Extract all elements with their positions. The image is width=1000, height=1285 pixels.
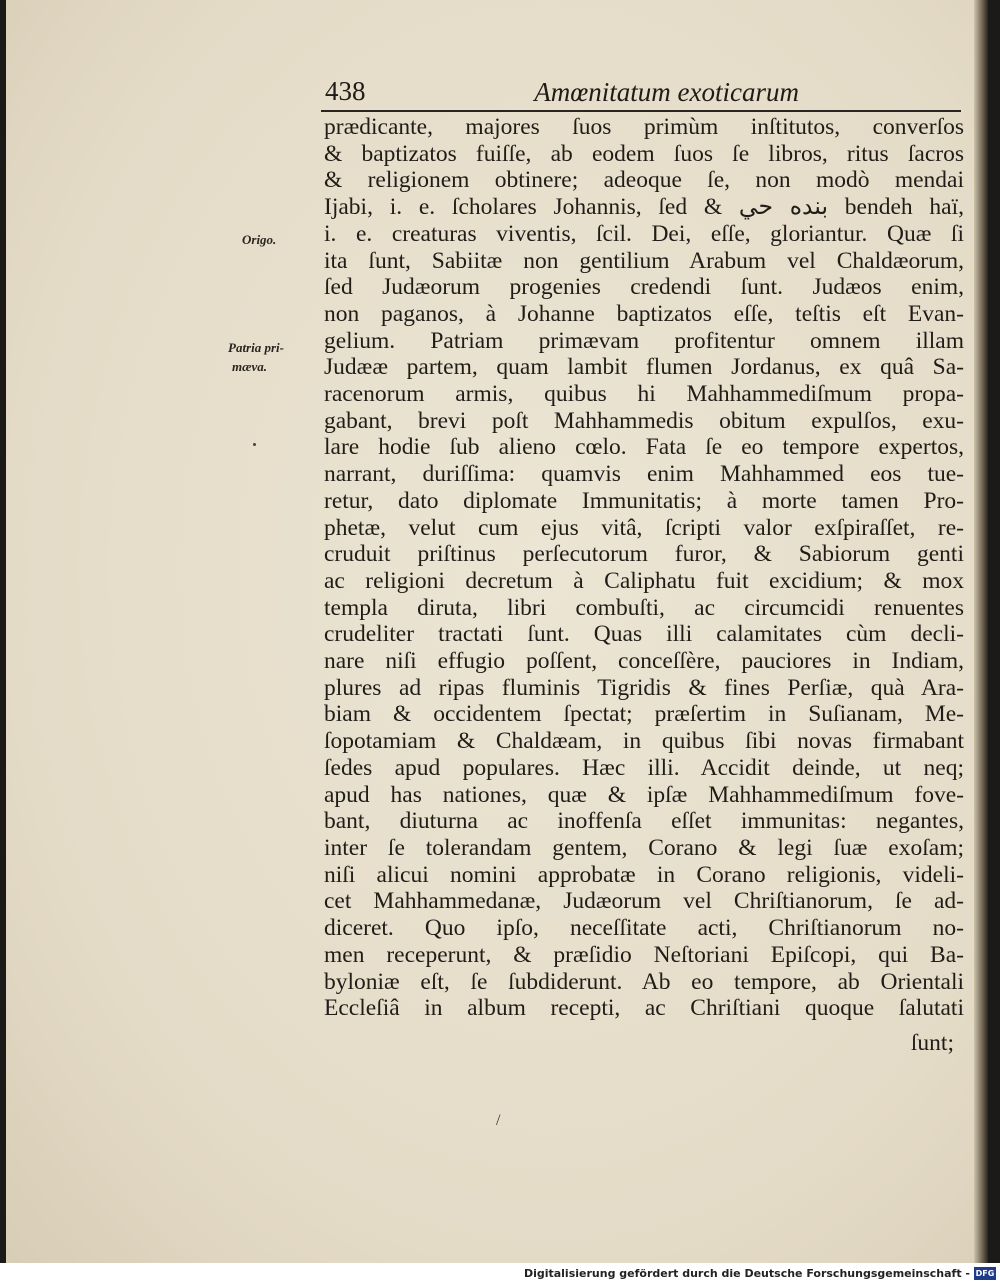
margin-note-text: Origo. [242,232,277,247]
text-line: non paganos, à Johanne baptizatos eſſe, teſtis eſt Evan- [324,300,964,327]
running-head: Amœnitatum exoticarum [534,77,799,107]
text-line: templa diruta, libri combuſti, ac circumcidi renuentes [324,594,964,621]
margin-note-text: mæva. [232,359,268,374]
body-text [324,114,964,1022]
text-line: i. e. creaturas viventis, ſcil. Dei, eſſe, gloriantur. Quæ ſi [324,220,964,247]
text-line: diceret. Quo ipſo, neceſſitate acti, Chriſtianorum no- [324,915,964,942]
page-number: 438 [325,76,366,106]
text-line: ſed Judæorum progenies credendi ſunt. Judæos enim, [324,274,964,301]
text-line: ita ſunt, Sabiitæ non gentilium Arabum vel Chaldæorum, [324,247,964,274]
text-line: ſopotamiam & Chaldæam, in quibus ſibi novas firmabant [324,728,964,755]
text-line: phetæ, velut cum ejus vitâ, ſcripti valor exſpiraſſet, re- [324,514,964,541]
text-line: gabant, brevi poſt Mahhammedis obitum expulſos, exu- [324,407,964,434]
text-line: inter ſe tolerandam gentem, Corano & legi ſuæ exoſam; [324,834,964,861]
text-line: cruduit priſtinus perſecutorum furor, & Sabiorum genti [324,541,964,568]
text-line: lare hodie ſub alieno cœlo. Fata ſe eo tempore expertos, [324,434,964,461]
stray-mark: / [496,1112,501,1129]
margin-note-patria [228,338,284,376]
book-page [6,0,988,1263]
text-line: retur, dato diplomate Immunitatis; à morte tamen Pro- [324,487,964,514]
page-header [321,76,961,112]
dfg-logo-icon: DFG [975,1269,995,1278]
text-line: Judææ partem, quam lambit flumen Jordanus, ex quâ Sa- [324,354,964,381]
text-line: narrant, duriſſima: quamvis enim Mahhammed eos tue- [324,461,964,488]
ink-spot [253,443,256,446]
text-line: gelium. Patriam primævam profitentur omnem illam [324,327,964,354]
text-line: crudeliter tractati ſunt. Quas illi calamitates cùm decli- [324,621,964,648]
text-line: cet Mahhammedanæ, Judæorum vel Chriſtianorum, ſe ad- [324,888,964,915]
text-line: biam & occidentem ſpectat; præſertim in Suſianam, Me- [324,701,964,728]
footer-credit: Digitalisierung gefördert durch die Deutsche Forschungsgemeinschaft - [523,1267,970,1280]
text-line: racenorum armis, quibus hi Mahhammediſmum propa- [324,381,964,408]
text-line: bant, diuturna ac inoffenſa eſſet immunitas: negantes, [324,808,964,835]
text-line: prædicante, majores ſuos primùm inſtitutos, converſos [324,114,964,140]
text-line: plures ad ripas fluminis Tigridis & fines Perſiæ, quà Ara- [324,674,964,701]
text-line: men receperunt, & præſidio Neſtoriani Epiſcopi, qui Ba- [324,941,964,968]
margin-note-text: Patria pri- [228,340,284,355]
catchword: ſunt; [910,1030,954,1056]
text-line: & religionem obtinere; adeoque ſe, non modò mendai [324,167,964,194]
margin-note-origo [242,230,276,249]
text-line: Eccleſiâ in album recepti, ac Chriſtiani quoque ſalutati [324,995,964,1022]
digitization-footer [0,1263,1000,1285]
text-line: nare niſi effugio poſſent, conceſſère, pauciores in Indiam, [324,648,964,675]
text-line: Ijabi, i. e. ſcholares Johannis, ſed & بنده حي bendeh haï, [324,194,964,221]
text-line: ſedes apud populares. Hæc illi. Accidit deinde, ut neq; [324,754,964,781]
text-line: niſi alicui nomini approbatæ in Corano religionis, videli- [324,861,964,888]
text-line: apud has nationes, quæ & ipſæ Mahhammediſmum fove- [324,781,964,808]
page-edge-shadow [974,0,988,1263]
text-line: ac religioni decretum à Caliphatu fuit excidium; & mox [324,567,964,594]
text-line: byloniæ eſt, ſe ſubdiderunt. Ab eo tempore, ab Orientali [324,968,964,995]
text-line: & baptizatos fuiſſe, ab eodem ſuos ſe libros, ritus ſacros [324,140,964,167]
